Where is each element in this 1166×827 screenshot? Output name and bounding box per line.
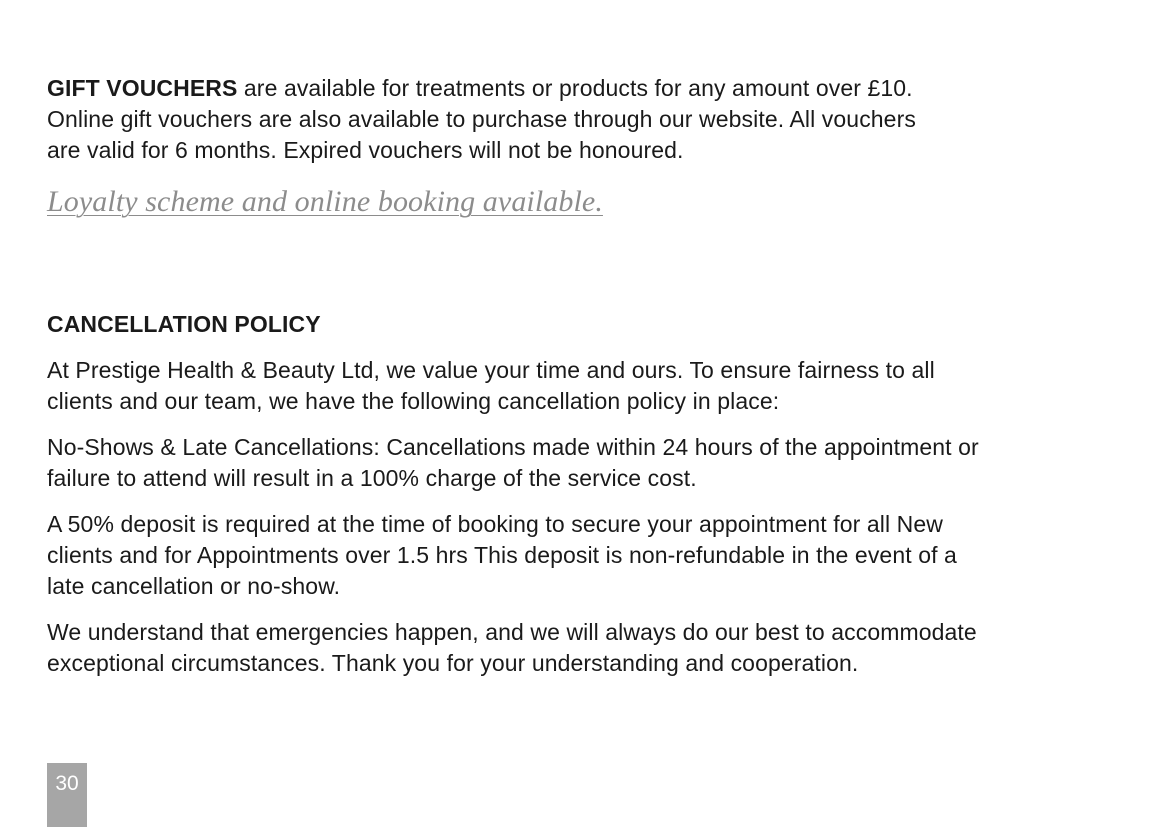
- gift-vouchers-paragraph: [47, 73, 1127, 166]
- policy-paragraph-emergencies: [47, 617, 1127, 679]
- policy-paragraph-deposit: [47, 509, 1127, 602]
- policy-paragraph-no-shows: [47, 432, 1127, 494]
- policy-intro-line-1: At Prestige Health & Beauty Ltd, we value your time and ours. To ensure fairness to all: [47, 357, 935, 383]
- cancellation-policy-body: [47, 355, 1127, 679]
- policy-paragraph-intro: [47, 355, 1127, 417]
- policy-no-shows-line-1: No-Shows & Late Cancellations: Cancellations made within 24 hours of the appointment or: [47, 434, 979, 460]
- policy-deposit-line-2: clients and for Appointments over 1.5 hrs This deposit is non-refundable in the event of a: [47, 542, 957, 568]
- gift-vouchers-text-line-1: are available for treatments or products for any amount over £10.: [237, 75, 913, 101]
- policy-deposit-line-3: late cancellation or no-show.: [47, 573, 341, 599]
- policy-deposit-line-1: A 50% deposit is required at the time of booking to secure your appointment for all New: [47, 511, 943, 537]
- gift-vouchers-heading: GIFT VOUCHERS: [47, 75, 238, 101]
- policy-emergencies-line-2: exceptional circumstances. Thank you for your understanding and cooperation.: [47, 650, 859, 676]
- policy-intro-line-2: clients and our team, we have the following cancellation policy in place:: [47, 388, 780, 414]
- gift-vouchers-text-line-3: are valid for 6 months. Expired vouchers will not be honoured.: [47, 137, 684, 163]
- policy-no-shows-line-2: failure to attend will result in a 100% charge of the service cost.: [47, 465, 697, 491]
- page-content: [47, 73, 1127, 679]
- page-number-tab: 30: [47, 763, 87, 827]
- gift-vouchers-text-line-2: Online gift vouchers are also available to purchase through our website. All vouchers: [47, 106, 916, 132]
- policy-emergencies-line-1: We understand that emergencies happen, and we will always do our best to accommodate: [47, 619, 977, 645]
- loyalty-booking-link[interactable]: Loyalty scheme and online booking available.: [47, 185, 603, 218]
- cancellation-policy-heading: CANCELLATION POLICY: [47, 311, 321, 337]
